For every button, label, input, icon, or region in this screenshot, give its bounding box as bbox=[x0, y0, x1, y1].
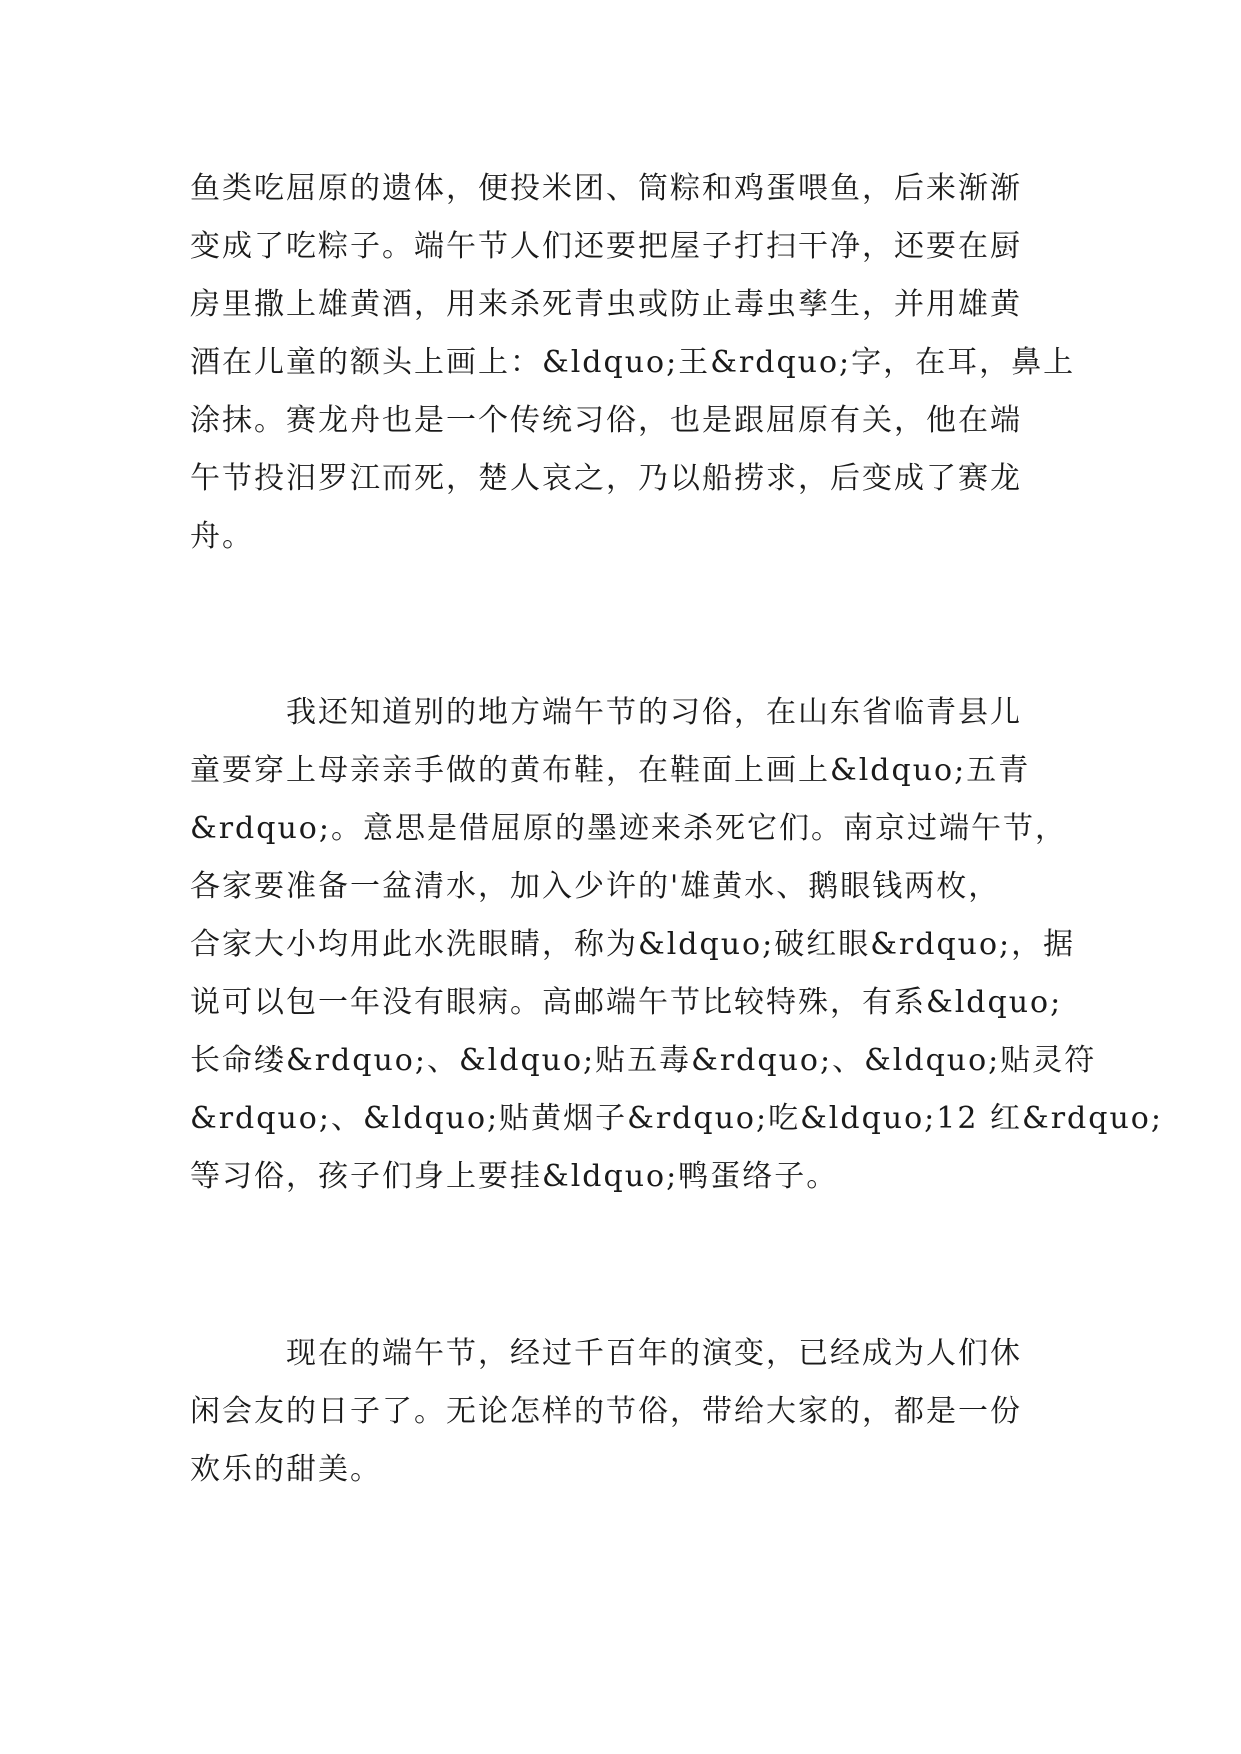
text-line: 童要穿上母亲亲手做的黄布鞋，在鞋面上画上&ldquo;五青 bbox=[190, 753, 1031, 788]
paragraph-2 bbox=[190, 684, 1163, 1206]
text-line: 现在的端午节，经过千百年的演变，已经成为人们休 bbox=[190, 1336, 1022, 1371]
text-line: 变成了吃粽子。端午节人们还要把屋子打扫干净，还要在厨 bbox=[190, 229, 1022, 264]
text-line: 闲会友的日子了。无论怎样的节俗，带给大家的，都是一份 bbox=[190, 1394, 1022, 1429]
text-line: 长命缕&rdquo;、&ldquo;贴五毒&rdquo;、&ldquo;贴灵符 bbox=[190, 1043, 1097, 1078]
text-line: 房里撒上雄黄酒，用来杀死青虫或防止毒虫孳生，并用雄黄 bbox=[190, 287, 1022, 322]
paragraph-1 bbox=[190, 160, 1076, 566]
text-line: 涂抹。赛龙舟也是一个传统习俗，也是跟屈原有关，他在端 bbox=[190, 403, 1022, 438]
text-line: &rdquo;。意思是借屈原的墨迹来杀死它们。南京过端午节， bbox=[190, 811, 1067, 846]
text-line: 鱼类吃屈原的遗体，便投米团、筒粽和鸡蛋喂鱼，后来渐渐 bbox=[190, 171, 1022, 206]
text-line: &rdquo;、&ldquo;贴黄烟子&rdquo;吃&ldquo;12 红&rdquo; bbox=[190, 1101, 1163, 1136]
text-line: 酒在儿童的额头上画上：&ldquo;王&rdquo;字，在耳，鼻上 bbox=[190, 345, 1076, 380]
text-line: 欢乐的甜美。 bbox=[190, 1452, 382, 1487]
text-line: 我还知道别的地方端午节的习俗，在山东省临青县儿 bbox=[190, 695, 1022, 730]
text-line: 等习俗，孩子们身上要挂&ldquo;鸭蛋络子。 bbox=[190, 1159, 839, 1194]
text-line: 说可以包一年没有眼病。高邮端午节比较特殊，有系&ldquo; bbox=[190, 985, 1063, 1020]
text-line: 舟。 bbox=[190, 519, 254, 554]
text-line: 各家要准备一盆清水，加入少许的'雄黄水、鹅眼钱两枚， bbox=[190, 869, 1001, 904]
text-line: 午节投汨罗江而死，楚人哀之，乃以船捞求，后变成了赛龙 bbox=[190, 461, 1022, 496]
paragraph-3 bbox=[190, 1325, 1070, 1499]
text-line: 合家大小均用此水洗眼睛，称为&ldquo;破红眼&rdquo;，据 bbox=[190, 927, 1076, 962]
